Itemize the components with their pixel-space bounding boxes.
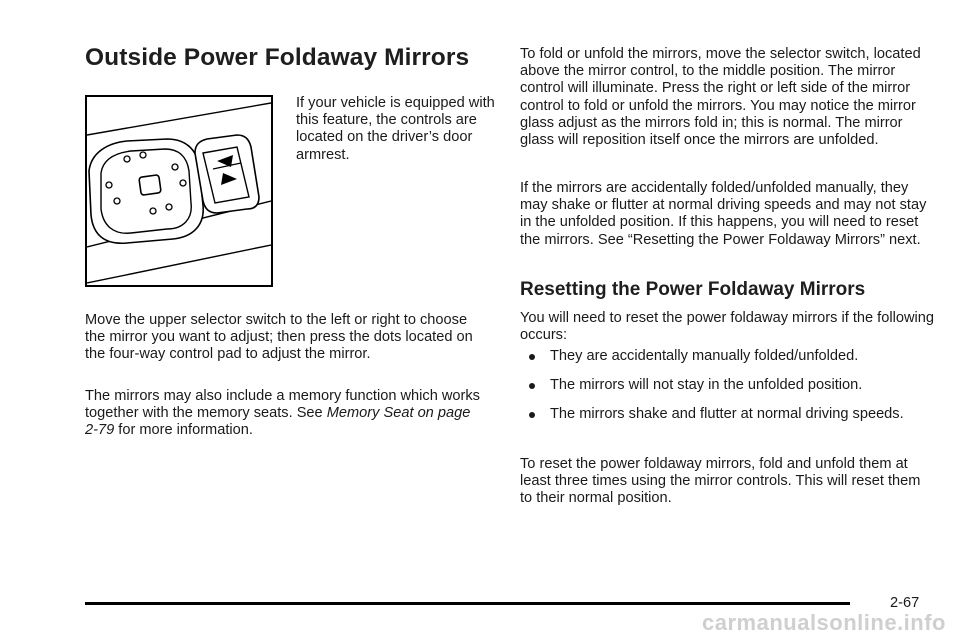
reset-procedure-paragraph: To reset the power foldaway mirrors, fold and unfold them at least three times using the mirror controls. This will reset them to their normal position. (520, 456, 921, 507)
list-item (520, 348, 930, 365)
page-number: 2-67 (890, 595, 920, 611)
memory-seat-reference: Memory Seat on page 2-79 (85, 405, 471, 439)
bullet-icon (529, 383, 535, 389)
selector-paragraph: Move the upper selector switch to the left or right to choose the mirror you want to adjust; then press the dots located on the four-way control pad to adjust the mirror. (85, 312, 473, 363)
reset-intro-paragraph: You will need to reset the power foldaway mirrors if the following occurs: (520, 310, 934, 344)
watermark: carmanualsonline.info (702, 610, 946, 635)
fold-paragraph: To fold or unfold the mirrors, move the selector switch, located above the mirror control, to the middle position. The mirror control will illuminate. Press the right or left side of the mirror control to fold or unfold the mirrors. You may notice the mirror glass adjust as the mirrors fold in; this is normal. The mirror glass will reposition itself once the mirrors are unfolded. (520, 46, 921, 149)
bullet-icon (529, 354, 535, 360)
manual-fold-paragraph: If the mirrors are accidentally folded/unfolded manually, they may shake or flutter at normal driving speeds and may not stay in the unfolded position. If this happens, you will need to reset the mirrors. See “Resetting the Power Foldaway Mirrors” next. (520, 180, 927, 248)
page-title: Outside Power Foldaway Mirrors (85, 44, 470, 71)
memory-paragraph (85, 388, 485, 440)
memory-text: The mirrors may also include a memory function which works together with the memory seats. See (85, 388, 480, 422)
intro-paragraph: If your vehicle is equipped with this feature, the controls are located on the driver’s door armrest. (296, 95, 495, 163)
footer-rule (85, 602, 850, 605)
section-subheading: Resetting the Power Foldaway Mirrors (520, 279, 866, 300)
bullet-icon (529, 412, 535, 418)
list-item-text: The mirrors will not stay in the unfolded position. (550, 377, 863, 394)
reset-conditions-list (520, 348, 930, 424)
list-item-text: They are accidentally manually folded/unfolded. (550, 348, 859, 364)
memory-text-end: for more information. (114, 422, 253, 439)
list-item (520, 406, 930, 423)
mirror-control-illustration (85, 95, 273, 287)
list-item (520, 377, 930, 394)
list-item-text: The mirrors shake and flutter at normal driving speeds. (550, 406, 904, 423)
